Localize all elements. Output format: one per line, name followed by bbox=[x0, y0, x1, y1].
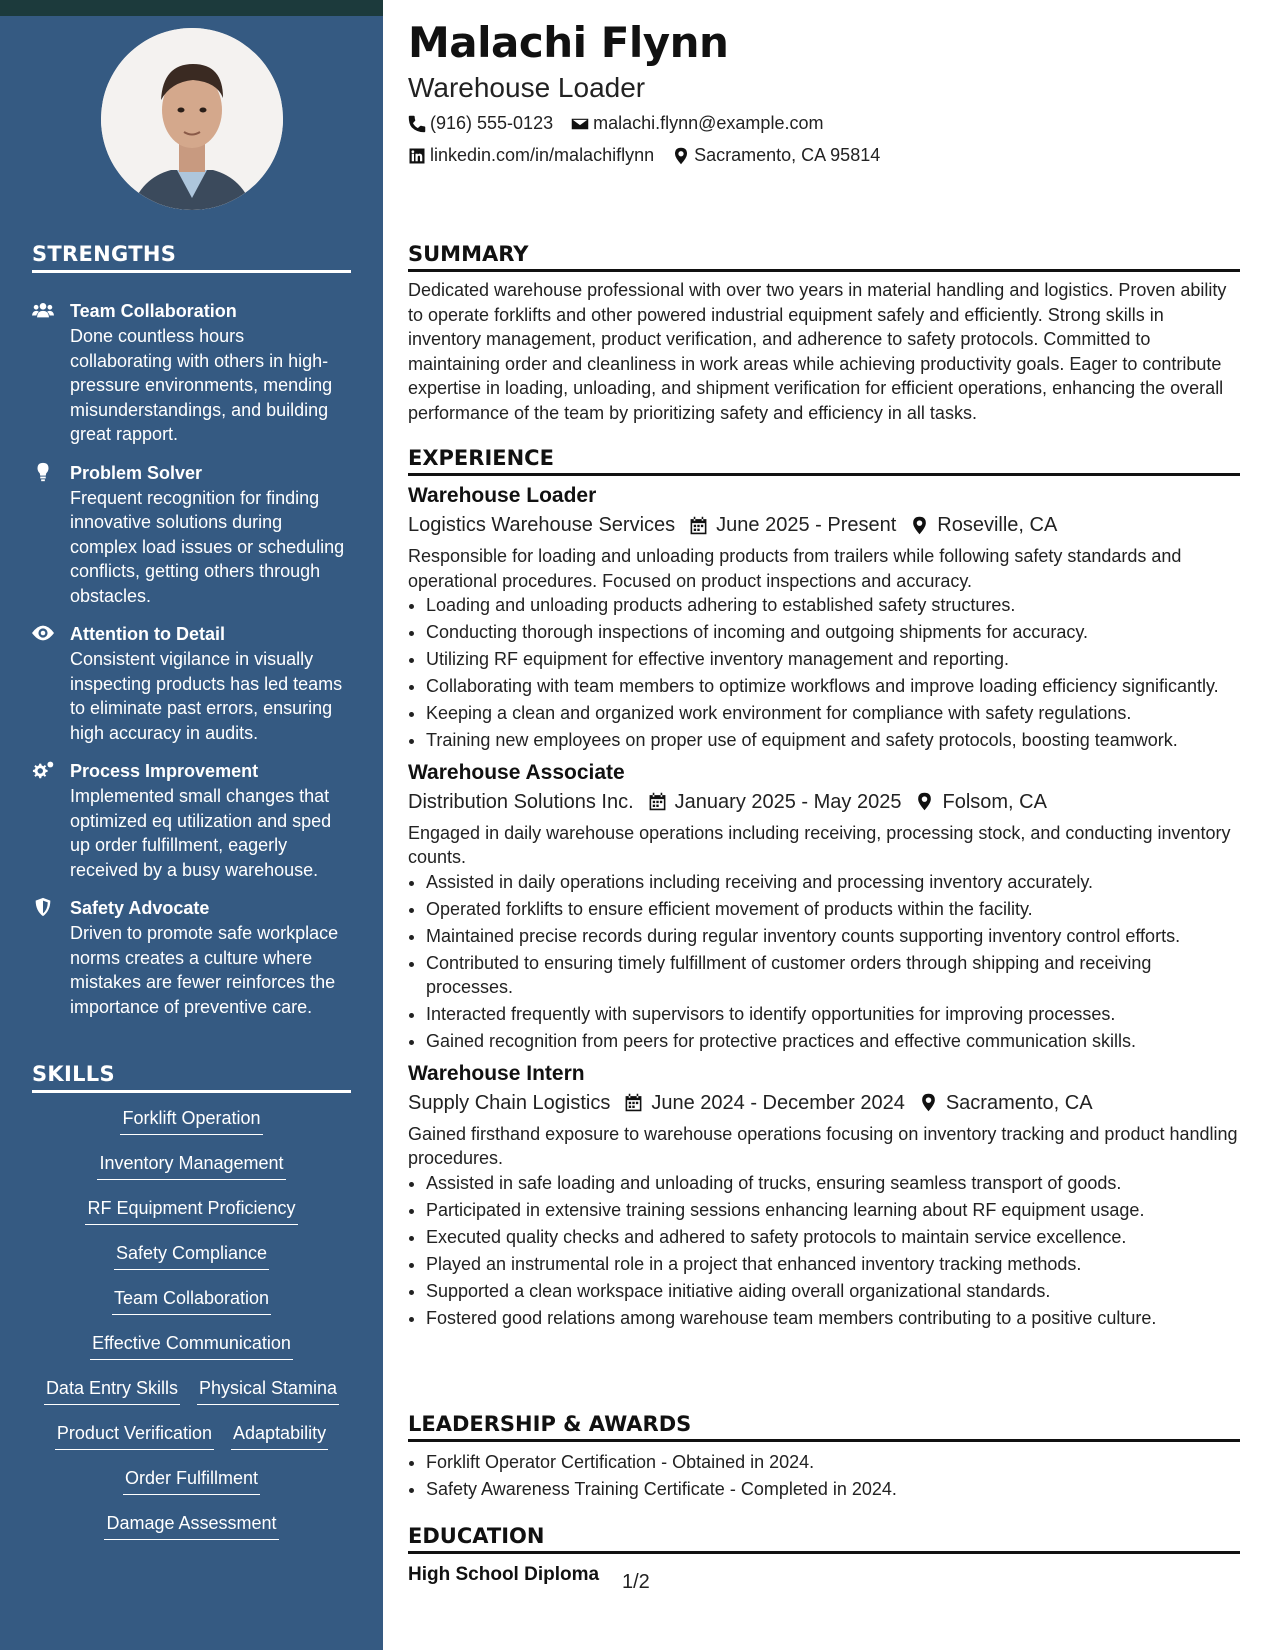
list-item: • Fostered good relations among warehouse team members contributing to a positive culture. bbox=[426, 1306, 1240, 1331]
skill-tag: Effective Communication bbox=[90, 1332, 293, 1360]
summary-heading: SUMMARY bbox=[408, 242, 1240, 272]
summary-text: Dedicated warehouse professional with over two years in material handling and logistics. Proven ability to operate forklifts and other powered industrial equipment safely and efficiently. Strong skills in inventory management, product verification, and adherence to safety protocols. Committed to maintaining order and cleanliness in work areas while achieving productivity goals. Eager to contribute expertise in loading, unloading, and shipment verification for efficient operations, enhancing the overall performance of the team by prioritizing safety and efficiency in all tasks. bbox=[408, 280, 1227, 423]
job-dates: June 2025 - Present bbox=[716, 514, 897, 536]
email-item bbox=[571, 113, 823, 134]
list-item: • Safety Awareness Training Certificate - Completed in 2024. bbox=[426, 1477, 1240, 1502]
job-title: Warehouse Intern bbox=[408, 1061, 585, 1085]
phone-item bbox=[408, 113, 553, 134]
list-item: • Participated in extensive training sessions enhancing learning about RF equipment usage. bbox=[426, 1198, 1240, 1223]
job-bullets bbox=[408, 1171, 1240, 1331]
calendar-icon bbox=[689, 516, 708, 535]
strength-item bbox=[32, 896, 351, 1019]
list-item: • Keeping a clean and organized work environment for compliance with safety regulations. bbox=[426, 701, 1240, 726]
skill-tag: Product Verification bbox=[55, 1422, 214, 1450]
job-location: Sacramento, CA bbox=[945, 1091, 1093, 1114]
skills-heading: SKILLS bbox=[32, 1062, 351, 1093]
strength-desc: Implemented small changes that optimized eq utilization and sped up order fulfillment, eagerly received by a busy warehouse. bbox=[70, 786, 332, 880]
strengths-heading: STRENGTHS bbox=[32, 242, 351, 273]
job-location: Roseville, CA bbox=[937, 514, 1058, 536]
experience-heading: EXPERIENCE bbox=[408, 446, 1240, 476]
summary-section bbox=[408, 242, 1240, 425]
list-item: • Forklift Operator Certification - Obtained in 2024. bbox=[426, 1450, 1240, 1475]
strength-title: Safety Advocate bbox=[70, 898, 210, 918]
awards-list bbox=[408, 1450, 1240, 1502]
calendar-icon bbox=[624, 1093, 643, 1112]
strength-item bbox=[32, 622, 351, 745]
list-item: • Maintained precise records during regular inventory counts supporting inventory control efforts. bbox=[426, 924, 1240, 949]
list-item: • Executed quality checks and adhered to safety protocols to maintain service excellence. bbox=[426, 1225, 1240, 1250]
job-title: Warehouse Loader bbox=[408, 484, 597, 507]
education-degree: High School Diploma bbox=[408, 1564, 600, 1585]
sidebar-top-bar bbox=[0, 0, 383, 16]
linkedin-item bbox=[408, 145, 654, 166]
education-heading: EDUCATION bbox=[408, 1524, 1240, 1554]
map-pin-icon bbox=[910, 516, 929, 535]
strength-desc: Done countless hours collaborating with others in high-pressure environments, mending misunderstandings, and building great rapport. bbox=[70, 326, 333, 444]
gears-icon bbox=[32, 759, 70, 882]
strength-desc: Consistent vigilance in visually inspecting products has led teams to eliminate past errors, ensuring high accuracy in audits. bbox=[70, 649, 343, 743]
strength-title: Team Collaboration bbox=[70, 301, 237, 321]
job-meta bbox=[408, 510, 1240, 540]
location-item bbox=[672, 145, 880, 166]
list-item: • Loading and unloading products adhering to established safety structures. bbox=[426, 593, 1240, 618]
job-company: Supply Chain Logistics bbox=[408, 1091, 611, 1114]
list-item: • Gained recognition from peers for protective practices and effective communication skills. bbox=[426, 1029, 1240, 1054]
strengths-section bbox=[32, 242, 351, 1019]
skills-list bbox=[32, 1107, 351, 1557]
list-item: • Assisted in daily operations including receiving and processing inventory accurately. bbox=[426, 870, 1240, 895]
skills-section bbox=[32, 1062, 351, 1557]
users-icon bbox=[32, 299, 70, 447]
job-dates: June 2024 - December 2024 bbox=[651, 1091, 905, 1114]
strength-item bbox=[32, 299, 351, 447]
job-bullets bbox=[408, 593, 1240, 753]
phone-text[interactable]: (916) 555-0123 bbox=[430, 113, 554, 133]
list-item: • Supported a clean workspace initiative aiding overall organizational standards. bbox=[426, 1279, 1240, 1304]
job-location: Folsom, CA bbox=[942, 790, 1047, 813]
envelope-icon bbox=[571, 115, 589, 133]
list-item: • Operated forklifts to ensure efficient movement of products within the facility. bbox=[426, 897, 1240, 922]
experience-section bbox=[408, 446, 1240, 1333]
list-item: • Played an instrumental role in a project that enhanced inventory tracking methods. bbox=[426, 1252, 1240, 1277]
job-title: Warehouse Associate bbox=[408, 760, 625, 784]
shield-icon bbox=[32, 896, 70, 1019]
skill-tag: Safety Compliance bbox=[114, 1242, 269, 1270]
skill-tag: Order Fulfillment bbox=[123, 1467, 260, 1495]
page-number: 1/2 bbox=[622, 1571, 650, 1593]
list-item: • Interacted frequently with supervisors to identify opportunities for improving processes. bbox=[426, 1002, 1240, 1027]
strength-title: Process Improvement bbox=[70, 761, 259, 781]
job-description: Engaged in daily warehouse operations including receiving, processing stock, and conducting inventory counts. bbox=[408, 822, 1231, 867]
location-text: Sacramento, CA 95814 bbox=[694, 145, 881, 165]
sidebar bbox=[0, 0, 383, 1650]
list-item: • Assisted in safe loading and unloading of trucks, ensuring seamless transport of goods. bbox=[426, 1171, 1240, 1196]
job-entry bbox=[408, 482, 1240, 753]
skill-tag: RF Equipment Proficiency bbox=[85, 1197, 297, 1225]
education-section bbox=[408, 1524, 1240, 1586]
strength-title: Problem Solver bbox=[70, 462, 203, 483]
list-item: • Collaborating with team members to optimize workflows and improve loading efficiency significantly. bbox=[426, 674, 1240, 699]
calendar-icon bbox=[648, 792, 667, 811]
list-item: • Utilizing RF equipment for effective inventory management and reporting. bbox=[426, 647, 1240, 672]
skill-tag: Inventory Management bbox=[97, 1152, 285, 1180]
strength-desc: Frequent recognition for finding innovative solutions during complex load issues or scheduling conflicts, getting others through obstacles. bbox=[70, 487, 345, 606]
skill-tag: Team Collaboration bbox=[112, 1287, 271, 1315]
email-text[interactable]: malachi.flynn@example.com bbox=[593, 113, 824, 133]
linkedin-text[interactable]: linkedin.com/in/malachiflynn bbox=[430, 145, 655, 165]
linkedin-icon bbox=[408, 147, 426, 165]
candidate-name: Malachi Flynn bbox=[408, 18, 729, 67]
job-description: Responsible for loading and unloading products from trailers while following safety standards and operational procedures. Focused on product inspections and accuracy. bbox=[408, 546, 1182, 591]
skill-tag: Damage Assessment bbox=[104, 1512, 278, 1540]
list-item: • Training new employees on proper use of equipment and safety protocols, boosting teamwork. bbox=[426, 728, 1240, 753]
job-bullets bbox=[408, 870, 1240, 1054]
job-meta bbox=[408, 1088, 1240, 1118]
job-entry bbox=[408, 759, 1240, 1054]
map-pin-icon bbox=[915, 792, 934, 811]
eye-icon bbox=[32, 622, 70, 745]
skill-tag: Data Entry Skills bbox=[44, 1377, 180, 1405]
strength-title: Attention to Detail bbox=[70, 624, 225, 644]
skill-tag: Forklift Operation bbox=[120, 1107, 262, 1135]
list-item: • Contributed to ensuring timely fulfillment of customer orders through shipping and receiving processes. bbox=[426, 951, 1240, 1000]
awards-section bbox=[408, 1412, 1240, 1504]
list-item: • Conducting thorough inspections of incoming and outgoing shipments for accuracy. bbox=[426, 620, 1240, 645]
contact-row bbox=[408, 113, 841, 134]
job-description: Gained firsthand exposure to warehouse operations focusing on inventory tracking and product handling procedures. bbox=[408, 1123, 1238, 1168]
contact-row bbox=[408, 145, 898, 166]
skill-tag: Physical Stamina bbox=[197, 1377, 339, 1405]
map-pin-icon bbox=[672, 147, 690, 165]
candidate-role: Warehouse Loader bbox=[408, 72, 646, 103]
phone-icon bbox=[408, 115, 426, 133]
job-entry bbox=[408, 1060, 1240, 1331]
job-meta bbox=[408, 787, 1240, 817]
awards-heading: LEADERSHIP & AWARDS bbox=[408, 1412, 1240, 1442]
skill-tag: Adaptability bbox=[231, 1422, 328, 1450]
job-company: Logistics Warehouse Services bbox=[408, 514, 676, 536]
map-pin-icon bbox=[919, 1093, 938, 1112]
strength-item bbox=[32, 461, 351, 609]
job-company: Distribution Solutions Inc. bbox=[408, 790, 634, 813]
strength-desc: Driven to promote safe workplace norms creates a culture where mistakes are fewer reinforces the importance of preventive care. bbox=[70, 923, 339, 1017]
profile-photo bbox=[101, 28, 283, 210]
lightbulb-icon bbox=[32, 461, 70, 609]
job-dates: January 2025 - May 2025 bbox=[674, 790, 902, 813]
strength-item bbox=[32, 759, 351, 882]
